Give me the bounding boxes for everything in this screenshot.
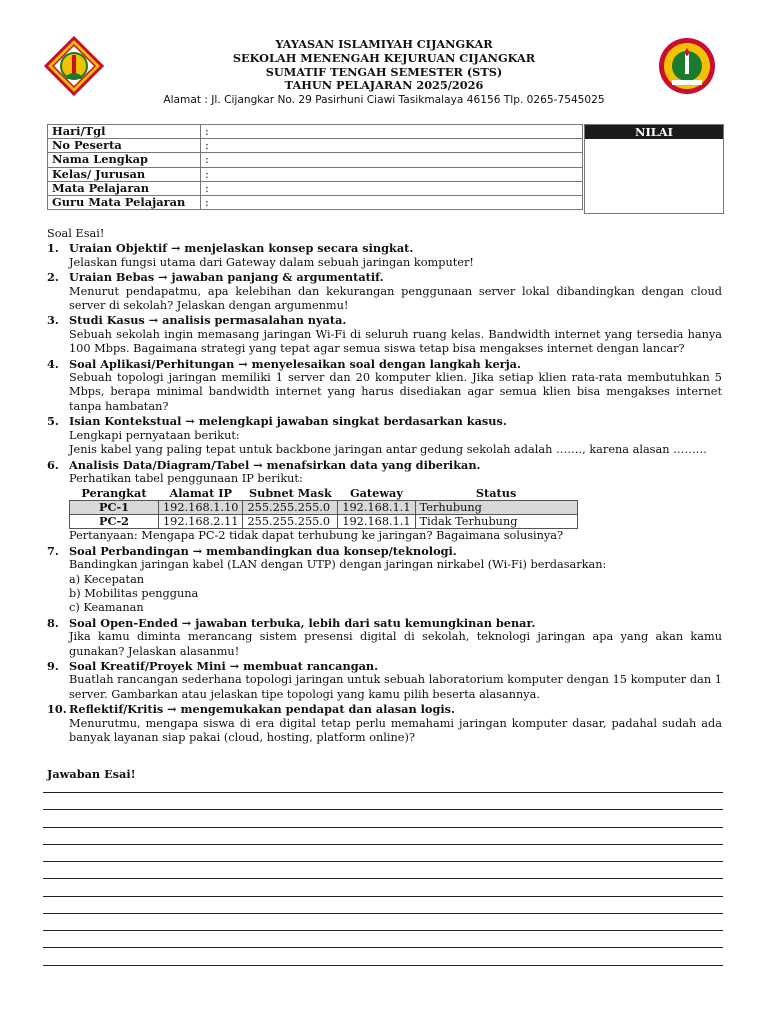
question-number: 8. xyxy=(47,615,59,630)
identity-row xyxy=(48,125,583,139)
identity-value-field[interactable] xyxy=(217,196,583,210)
question-heading: Studi Kasus → analisis permasalahan nyata. xyxy=(69,313,347,328)
comparison-item: c) Keamanan xyxy=(69,601,144,615)
question-text: Menurut pendapatmu, apa kelebihan dan kekurangan penggunaan server lokal dibandingkan dengan cloud server di sekolah? Jelaskan dengan argumenmu! xyxy=(69,284,722,313)
section-title: Soal Esai! xyxy=(47,227,105,240)
ip-table-header-row xyxy=(70,486,578,501)
identity-label: Mata Pelajaran xyxy=(48,181,201,195)
question-number: 9. xyxy=(47,658,59,673)
comparison-item: b) Mobilitas pengguna xyxy=(69,586,199,600)
essay-questions xyxy=(47,227,722,745)
question-item xyxy=(47,544,722,616)
answer-line[interactable] xyxy=(43,878,723,879)
school-logo-left xyxy=(44,36,104,96)
question-number: 2. xyxy=(47,270,59,285)
identity-colon: : xyxy=(201,139,218,153)
ip-table-header: Subnet Mask xyxy=(248,486,332,501)
answer-line[interactable] xyxy=(43,947,723,948)
question-number: 7. xyxy=(47,543,59,558)
academic-year: TAHUN PELAJARAN 2025/2026 xyxy=(284,78,484,93)
identity-label: Kelas/ Jurusan xyxy=(48,167,201,181)
identity-value-field[interactable] xyxy=(217,139,583,153)
answer-line[interactable] xyxy=(43,809,723,810)
ip-table-cell: 192.168.1.1 xyxy=(338,501,415,515)
question-number: 4. xyxy=(47,356,59,371)
question-item xyxy=(47,414,722,457)
question-heading: Reflektif/Kritis → mengemukakan pendapat dan alasan logis. xyxy=(69,702,455,717)
answer-line[interactable] xyxy=(43,965,723,966)
identity-row xyxy=(48,153,583,167)
question-item xyxy=(47,702,722,745)
ip-table-row xyxy=(70,515,578,529)
question-item xyxy=(47,659,722,702)
ip-table-cell: Tidak Terhubung xyxy=(415,515,577,529)
ip-table-cell: 192.168.1.10 xyxy=(159,501,243,515)
ip-table-cell: PC-2 xyxy=(70,515,159,529)
question-item xyxy=(47,270,722,313)
ip-table-cell: Terhubung xyxy=(415,501,577,515)
identity-colon: : xyxy=(201,196,218,210)
question-prompt: Pertanyaan: Mengapa PC-2 tidak dapat terhubung ke jaringan? Bagaimana solusinya? xyxy=(69,529,564,543)
answer-line[interactable] xyxy=(43,827,723,828)
question-text: Sebuah sekolah ingin memasang jaringan Wi-Fi di seluruh ruang kelas. Bandwidth internet yang tersedia hanya 100 Mbps. Bagaimana strategi yang tepat agar semua siswa tetap bisa mengakses internet dengan lancar? xyxy=(69,327,722,356)
identity-label: Guru Mata Pelajaran xyxy=(48,196,201,210)
question-item xyxy=(47,458,722,487)
identity-row xyxy=(48,139,583,153)
answer-line[interactable] xyxy=(43,792,723,793)
school-address: Alamat : Jl. Cijangkar No. 29 Pasirhuni Ciawi Tasikmalaya 46156 Tlp. 0265-7545025 xyxy=(163,94,605,107)
answer-line[interactable] xyxy=(43,844,723,845)
question-text: Menurutmu, mengapa siswa di era digital tetap perlu memahami jaringan komputer dasar, padahal sudah ada banyak layanan siap pakai (cloud, hosting, platform online)? xyxy=(69,716,722,744)
ip-table-row xyxy=(70,501,578,515)
identity-colon: : xyxy=(201,167,218,181)
question-item xyxy=(47,357,722,415)
score-header: NILAI xyxy=(585,125,723,139)
identity-label: Hari/Tgl xyxy=(48,125,201,139)
ip-table-header: Perangkat xyxy=(81,486,147,501)
identity-value-field[interactable] xyxy=(217,153,583,167)
identity-table xyxy=(47,124,583,210)
question-number: 1. xyxy=(47,241,59,256)
question-heading: Isian Kontekstual → melengkapi jawaban singkat berdasarkan kasus. xyxy=(69,414,507,429)
ip-usage-table xyxy=(69,486,578,529)
question-heading: Uraian Objektif → menjelaskan konsep secara singkat. xyxy=(69,241,414,256)
identity-colon: : xyxy=(201,181,218,195)
identity-colon: : xyxy=(201,125,218,139)
question-text: Jika kamu diminta merancang sistem presensi digital di sekolah, teknologi jaringan apa yang akan kamu gunakan? Jelaskan alasanmu! xyxy=(69,630,722,658)
ip-table-cell: 192.168.2.11 xyxy=(159,515,243,529)
exam-name: SUMATIF TENGAH SEMESTER (STS) xyxy=(265,64,503,79)
foundation-name: YAYASAN ISLAMIYAH CIJANGKAR xyxy=(275,37,493,51)
question-item xyxy=(47,241,722,270)
answer-line[interactable] xyxy=(43,930,723,931)
question-text: Perhatikan tabel penggunaan IP berikut: xyxy=(69,471,303,485)
identity-colon: : xyxy=(201,153,218,167)
identity-label: No Peserta xyxy=(48,139,201,153)
question-fill-in-text: Jenis kabel yang paling tepat untuk backbone jaringan antar gedung sekolah adalah ……., karena alasan ……… xyxy=(69,443,707,457)
question-number: 6. xyxy=(47,457,59,472)
question-number: 5. xyxy=(47,414,59,429)
school-logo-right xyxy=(656,36,718,96)
question-number: 10. xyxy=(47,702,67,717)
identity-value-field[interactable] xyxy=(217,125,583,139)
school-name: SEKOLAH MENENGAH KEJURUAN CIJANGKAR xyxy=(232,50,536,65)
identity-row xyxy=(48,196,583,210)
question-heading: Soal Kreatif/Proyek Mini → membuat rancangan. xyxy=(69,658,379,673)
ip-table-header: Status xyxy=(475,486,517,501)
question-heading: Uraian Bebas → jawaban panjang & argumentatif. xyxy=(69,270,384,285)
question-heading: Soal Aplikasi/Perhitungan → menyelesaikan soal dengan langkah kerja. xyxy=(69,356,521,371)
answer-line[interactable] xyxy=(43,913,723,914)
question-heading: Soal Open-Ended → jawaban terbuka, lebih dari satu kemungkinan benar. xyxy=(69,615,536,630)
answer-line[interactable] xyxy=(43,896,723,897)
question-item xyxy=(47,313,722,356)
answer-section-title: Jawaban Esai! xyxy=(47,767,136,781)
ip-table-cell: 255.255.255.0 xyxy=(243,501,338,515)
comparison-item: a) Kecepatan xyxy=(69,572,145,586)
ip-table-cell: PC-1 xyxy=(70,501,159,515)
question-heading: Soal Perbandingan → membandingkan dua konsep/teknologi. xyxy=(69,543,457,558)
question-text: Buatlah rancangan sederhana topologi jaringan untuk sebuah laboratorium komputer dengan 15 komputer dan 1 server. Gambarkan atau jelaskan tipe topologi yang kamu pilih beserta alasannya. xyxy=(69,673,722,701)
question-text: Sebuah topologi jaringan memiliki 1 server dan 20 komputer klien. Jika setiap klien rata-rata membutuhkan 5 Mbps, berapa minimal bandwidth internet yang harus disediakan agar semua klien bisa mengakses internet tanpa hambatan? xyxy=(69,371,722,413)
identity-row xyxy=(48,181,583,195)
ip-table-header: Alamat IP xyxy=(169,486,233,501)
identity-value-field[interactable] xyxy=(217,167,583,181)
question-heading: Analisis Data/Diagram/Tabel → menafsirkan data yang diberikan. xyxy=(69,457,481,472)
identity-row xyxy=(48,167,583,181)
answer-line[interactable] xyxy=(43,861,723,862)
identity-label: Nama Lengkap xyxy=(48,153,201,167)
question-text: Jelaskan fungsi utama dari Gateway dalam sebuah jaringan komputer! xyxy=(69,255,474,269)
document-header xyxy=(130,38,638,108)
ip-table-cell: 255.255.255.0 xyxy=(243,515,338,529)
ip-table-cell: 192.168.1.1 xyxy=(338,515,415,529)
question-text: Lengkapi pernyataan berikut: xyxy=(69,428,240,442)
identity-value-field[interactable] xyxy=(217,181,583,195)
question-item xyxy=(47,616,722,659)
ip-table-header: Gateway xyxy=(349,486,403,501)
question-number: 3. xyxy=(47,313,59,328)
question-text: Bandingkan jaringan kabel (LAN dengan UTP) dengan jaringan nirkabel (Wi-Fi) berdasarkan: xyxy=(69,558,607,572)
score-box[interactable] xyxy=(584,124,724,214)
